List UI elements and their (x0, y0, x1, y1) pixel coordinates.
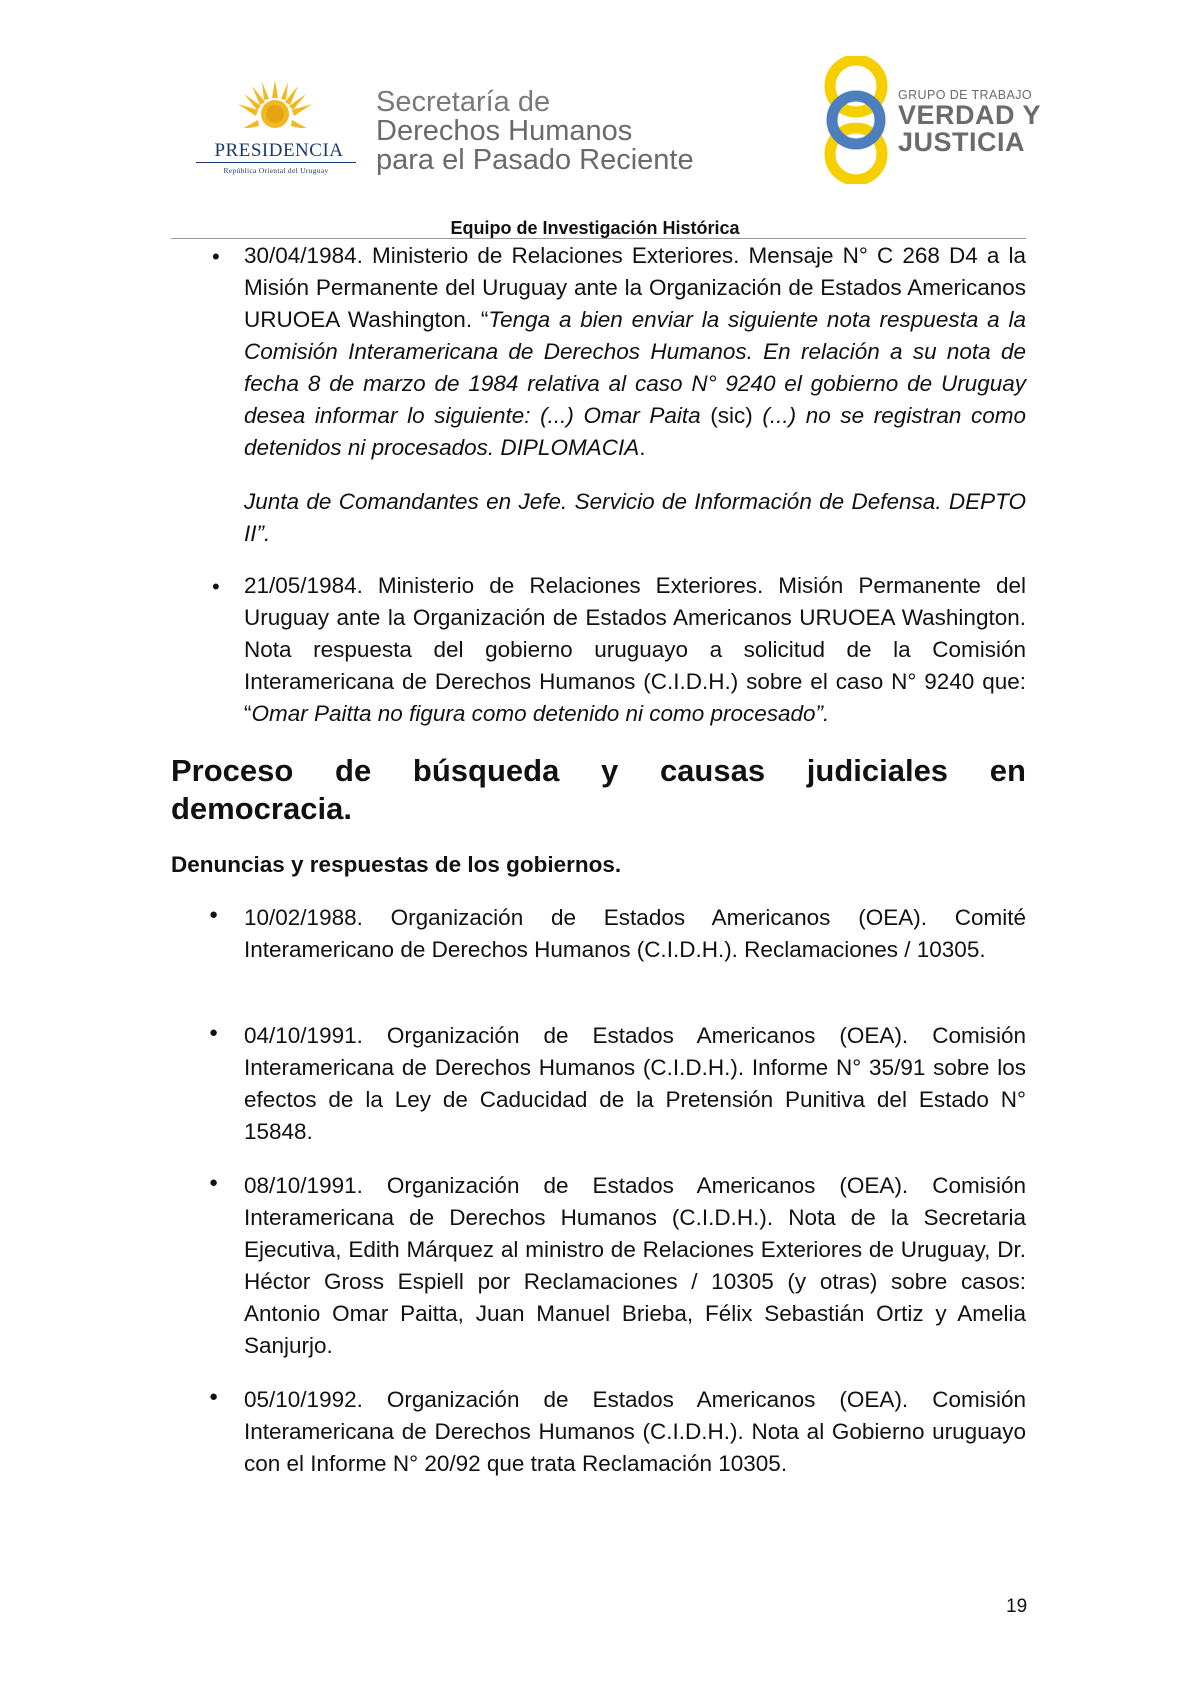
list-item (244, 570, 1026, 730)
item-quote: (...) no se registran como detenidos ni procesados. DIPLOMACIA (244, 403, 1026, 460)
title-line: democracia. (171, 791, 352, 826)
subsection-title: Denuncias y respuestas de los gobiernos. (171, 852, 622, 877)
secretaria-line: Derechos Humanos (376, 115, 633, 147)
item-text: 30/04/1984. Ministerio de Relaciones Exteriores. Mensaje N° C 268 D4 a la Misión Permanente del Uruguay ante la Organización de Estados Americanos URUOEA Washington. “ (244, 243, 1026, 332)
item-text: 21/05/1984. Ministerio de Relaciones Exteriores. Misión Permanente del Uruguay ante la Organización de Estados Americanos URUOEA Washington. Nota respuesta del gobierno uruguayo a solicitud de la Comisión Interamericana de Derechos Humanos (C.I.D.H.) sobre el caso N° 9240 que: “ (244, 573, 1026, 726)
item-quote: Tenga a bien enviar la siguiente nota respuesta a la Comisión Interamericana de Derechos Humanos. En relación a su nota de fecha 8 de marzo de 1984 relativa al caso N° 9240 el gobierno de Uruguay desea informar lo siguiente: (...) Omar Paita (244, 307, 1026, 428)
list-item-continuation (244, 486, 1026, 550)
grupo-trabajo-text (898, 88, 1041, 156)
bullet: ● (209, 1174, 219, 1191)
item-quote: Junta de Comandantes en Jefe. Servicio de Información de Defensa. DEPTO II”. (244, 489, 1026, 546)
list-item: 05/10/1992. Organización de Estados Americanos (OEA). Comisión Interamericana de Derechos Humanos (C.I.D.H.). Nota al Gobierno uruguayo con el Informe N° 20/92 que trata Reclamación 10305. (244, 1387, 1026, 1476)
bullet: ● (209, 1024, 219, 1041)
divider (196, 162, 356, 163)
title-word: causas (659, 753, 766, 788)
item-text: (sic) (700, 403, 763, 428)
title-word: Proceso (171, 753, 294, 788)
sun-emblem-icon (236, 78, 314, 146)
secretaria-line: Secretaría de (376, 86, 551, 118)
bullet: • (212, 244, 220, 269)
gt-small-label: GRUPO DE TRABAJO (898, 88, 1032, 102)
list-item: 10/02/1988. Organización de Estados Americanos (OEA). Comité Interamericano de Derechos Humanos (C.I.D.H.). Reclamaciones / 10305. (244, 905, 1026, 962)
bullet: • (212, 574, 220, 599)
header-rule (171, 238, 1026, 239)
secretaria-logo-text (376, 88, 694, 175)
bullet: ● (209, 906, 219, 923)
presidencia-word: PRESIDENCIA (214, 140, 344, 161)
item-text: . (639, 435, 646, 460)
title-word: judiciales (806, 753, 949, 788)
list-item: 08/10/1991. Organización de Estados Americanos (OEA). Comisión Interamericana de Derechos Humanos (C.I.D.H.). Nota de la Secretaria Ejecutiva, Edith Márquez al ministro de Relaciones Exteriores de Uruguay, Dr. Héctor Gross Espiell por Reclamaciones / 10305 (y otras) sobre casos: Antonio Omar Paitta, Juan Manuel Brieba, Félix Sebastián Ortiz y Amelia Sanjurjo. (244, 1173, 1026, 1358)
presidencia-subtitle: República Oriental del Uruguay (223, 166, 329, 175)
title-word: y (601, 753, 619, 788)
page-number: 19 (1006, 1596, 1028, 1617)
section-title (171, 752, 1026, 828)
presidencia-logo (196, 78, 356, 178)
title-word: de (335, 753, 372, 788)
team-title: Equipo de Investigación Histórica (450, 218, 740, 238)
title-word: en (989, 753, 1026, 788)
secretaria-line: para el Pasado Reciente (376, 144, 694, 176)
gt-big-label: JUSTICIA (898, 127, 1026, 157)
page-header (0, 0, 1190, 210)
item-quote: Omar Paitta no figura como detenido ni como procesado”. (251, 701, 830, 726)
title-word: búsqueda (412, 753, 560, 788)
bullet: ● (209, 1388, 219, 1405)
list-item: 04/10/1991. Organización de Estados Americanos (OEA). Comisión Interamericana de Derechos Humanos (C.I.D.H.). Informe N° 35/91 sobre los efectos de la Ley de Caducidad de la Pretensión Punitiva del Estado N° 15848. (244, 1023, 1026, 1144)
gt-big-label: VERDAD Y (898, 100, 1042, 130)
list-item (244, 240, 1026, 464)
